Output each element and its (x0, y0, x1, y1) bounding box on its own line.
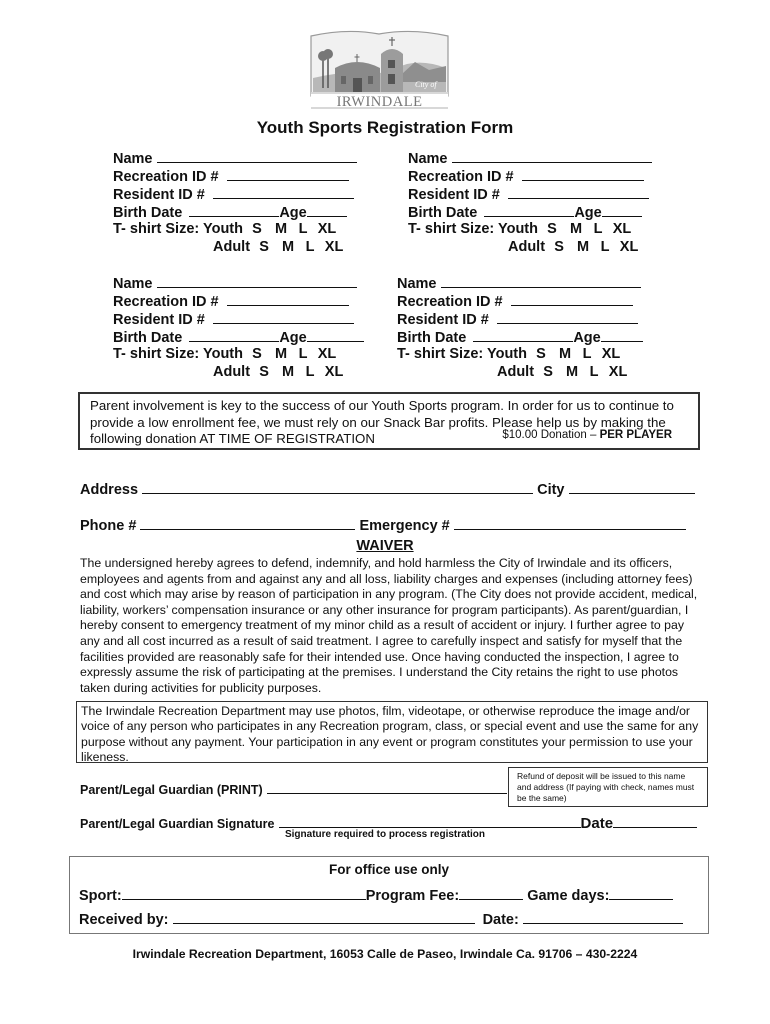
recreation-id-label: Recreation ID # (408, 169, 514, 185)
age-label: Age (279, 205, 307, 221)
birth-date-field[interactable] (473, 327, 573, 342)
recreation-id-field[interactable] (511, 291, 633, 306)
signature-required-note: Signature required to process registration (284, 829, 486, 840)
tshirt-size-label: T- shirt Size: (113, 221, 200, 237)
emergency-field[interactable] (454, 515, 686, 530)
donation-amount (502, 427, 672, 444)
age-field[interactable] (601, 327, 643, 342)
adult-label: Adult (497, 364, 535, 380)
svg-text:City of: City of (415, 80, 437, 89)
birth-date-label: Birth Date (113, 330, 183, 346)
address-row (80, 479, 695, 498)
game-days-field[interactable] (609, 885, 673, 900)
form-title: Youth Sports Registration Form (256, 118, 514, 137)
name-field[interactable] (157, 273, 357, 288)
recreation-id-label: Recreation ID # (397, 294, 503, 310)
guardian-print-field[interactable] (267, 779, 507, 794)
refund-note-box: Refund of deposit will be issued to this name and address (If paying with check, names must be the same) (508, 767, 708, 807)
adult-size-l[interactable]: L (305, 364, 315, 380)
tshirt-size-label: T- shirt Size: (397, 346, 484, 362)
player-block-4 (397, 273, 643, 381)
youth-size-xl[interactable]: XL (601, 346, 621, 362)
birth-date-label: Birth Date (408, 205, 478, 221)
youth-label: Youth (498, 221, 538, 237)
youth-label: Youth (203, 346, 243, 362)
phone-row (80, 515, 686, 534)
signature-date-label: Date (580, 815, 614, 832)
mission-church-icon (307, 26, 452, 110)
youth-size-m[interactable]: M (558, 346, 572, 362)
irwindale-logo (307, 26, 452, 110)
adult-size-m[interactable]: M (282, 239, 295, 255)
donation-text: Parent involvement is key to the success of our Youth Sports program. In order for us to continue to provide a low enrollment fee, we must rely on our Snack Bar profits. Please help us by making the following donation AT TIME OF REGISTRATION (90, 398, 674, 446)
youth-size-s[interactable]: S (252, 346, 262, 362)
guardian-print-row (80, 779, 507, 798)
waiver-text: The undersigned hereby agrees to defend, indemnify, and hold harmless the City of Irwindale and its officers, employees and agents from and against any and all loss, liability charges and expenses (including attorney fees) and cost which may arise by reason of participation in any program. (The City does not provide accident, medical, liability, workers’ compensation insurance or any other insurance for program participants). As parent/guardian, I hereby consent to emergency treatment of my minor child as a result of accident or injury. I further agree to pay any and all cost incurred as a result of said treatment. I agree to carefully inspect and satisfy for myself that the facilities provided are reasonably safe for their intended use. Once having conducted the inspection, I agree to expressly assume the risk of participating at the premises. I understand the City retains the right to use photos taken during activities for publicity purposes. (80, 556, 698, 695)
name-field[interactable] (452, 148, 652, 163)
adult-size-s[interactable]: S (543, 364, 553, 380)
birth-date-label: Birth Date (113, 205, 183, 221)
adult-size-xl[interactable]: XL (324, 239, 344, 255)
recreation-id-label: Recreation ID # (113, 169, 219, 185)
adult-size-l[interactable]: L (589, 364, 599, 380)
waiver-title: WAIVER (356, 538, 414, 554)
youth-size-xl[interactable]: XL (612, 221, 632, 237)
sport-label: Sport: (79, 888, 122, 904)
youth-size-s[interactable]: S (536, 346, 546, 362)
office-use-box (69, 856, 709, 934)
birth-date-field[interactable] (189, 202, 279, 217)
youth-label: Youth (203, 221, 243, 237)
tshirt-size-label: T- shirt Size: (408, 221, 495, 237)
svg-text:IRWINDALE: IRWINDALE (336, 94, 423, 110)
player-block-3 (113, 273, 364, 381)
adult-label: Adult (213, 239, 251, 255)
signature-date-field[interactable] (613, 813, 697, 828)
adult-size-l[interactable]: L (305, 239, 315, 255)
phone-label: Phone # (80, 518, 137, 534)
youth-size-m[interactable]: M (274, 346, 288, 362)
sport-field[interactable] (122, 885, 366, 900)
guardian-print-label: Parent/Legal Guardian (PRINT) (80, 783, 263, 797)
youth-size-s[interactable]: S (547, 221, 557, 237)
youth-size-m[interactable]: M (569, 221, 583, 237)
guardian-signature-field[interactable] (279, 813, 581, 828)
address-label: Address (80, 482, 139, 498)
recreation-id-field[interactable] (227, 291, 349, 306)
adult-size-s[interactable]: S (554, 239, 564, 255)
received-by-field[interactable] (173, 909, 475, 924)
city-field[interactable] (569, 479, 695, 494)
birth-date-label: Birth Date (397, 330, 467, 346)
age-label: Age (573, 330, 601, 346)
name-label: Name (113, 151, 153, 167)
name-label: Name (397, 276, 437, 292)
adult-size-xl[interactable]: XL (619, 239, 639, 255)
emergency-label: Emergency # (359, 518, 450, 534)
office-date-field[interactable] (523, 909, 683, 924)
youth-size-l[interactable]: L (298, 221, 308, 237)
city-label: City (537, 482, 565, 498)
game-days-label: Game days: (527, 888, 610, 904)
adult-size-s[interactable]: S (259, 239, 269, 255)
office-sport-row (79, 885, 673, 904)
age-field[interactable] (602, 202, 642, 217)
program-fee-field[interactable] (459, 885, 523, 900)
per-player-label: PER PLAYER (599, 428, 672, 441)
adult-size-l[interactable]: L (600, 239, 610, 255)
footer-address: Irwindale Recreation Department, 16053 Calle de Paseo, Irwindale Ca. 91706 – 430-2224 (132, 947, 638, 961)
adult-size-m[interactable]: M (577, 239, 590, 255)
adult-label: Adult (508, 239, 546, 255)
recreation-id-field[interactable] (522, 166, 644, 181)
photo-release-box: The Irwindale Recreation Department may use photos, film, videotape, or otherwise reproduce the image and/or voice of any person who participates in any Recreation program, class, or special event and use the same for any purpose without any payment. Your participation in any event or program constitutes your permission to use your likeness. (76, 701, 708, 763)
recreation-id-field[interactable] (227, 166, 349, 181)
resident-id-label: Resident ID # (397, 312, 489, 328)
tshirt-size-label: T- shirt Size: (113, 346, 200, 362)
youth-size-xl[interactable]: XL (317, 221, 337, 237)
player-block-2 (408, 148, 652, 256)
guardian-signature-label: Parent/Legal Guardian Signature (80, 817, 275, 831)
donation-notice-box (78, 392, 700, 450)
youth-size-l[interactable]: L (298, 346, 308, 362)
player-block-1 (113, 148, 357, 256)
age-field[interactable] (307, 327, 364, 342)
adult-size-m[interactable]: M (566, 364, 579, 380)
adult-size-xl[interactable]: XL (324, 364, 344, 380)
birth-date-field[interactable] (189, 327, 279, 342)
adult-size-m[interactable]: M (282, 364, 295, 380)
youth-label: Youth (487, 346, 527, 362)
name-field[interactable] (441, 273, 641, 288)
resident-id-field[interactable] (213, 309, 354, 324)
adult-label: Adult (213, 364, 251, 380)
youth-size-s[interactable]: S (252, 221, 262, 237)
youth-size-l[interactable]: L (593, 221, 603, 237)
address-field[interactable] (142, 479, 533, 494)
office-received-row (79, 909, 683, 928)
youth-size-l[interactable]: L (582, 346, 592, 362)
resident-id-field[interactable] (497, 309, 638, 324)
office-use-title: For office use only (328, 862, 450, 877)
donation-amount-text: $10.00 Donation – (502, 428, 600, 441)
youth-size-xl[interactable]: XL (317, 346, 337, 362)
received-by-label: Received by: (79, 912, 169, 928)
program-fee-label: Program Fee: (365, 888, 460, 904)
resident-id-field[interactable] (508, 184, 649, 199)
office-date-label: Date: (482, 912, 519, 928)
resident-id-field[interactable] (213, 184, 354, 199)
name-label: Name (113, 276, 153, 292)
resident-id-label: Resident ID # (113, 187, 205, 203)
phone-field[interactable] (140, 515, 355, 530)
age-label: Age (574, 205, 602, 221)
name-field[interactable] (157, 148, 357, 163)
recreation-id-label: Recreation ID # (113, 294, 219, 310)
adult-size-s[interactable]: S (259, 364, 269, 380)
age-label: Age (279, 330, 307, 346)
youth-size-m[interactable]: M (274, 221, 288, 237)
age-field[interactable] (307, 202, 347, 217)
name-label: Name (408, 151, 448, 167)
adult-size-xl[interactable]: XL (608, 364, 628, 380)
birth-date-field[interactable] (484, 202, 574, 217)
resident-id-label: Resident ID # (113, 312, 205, 328)
resident-id-label: Resident ID # (408, 187, 500, 203)
